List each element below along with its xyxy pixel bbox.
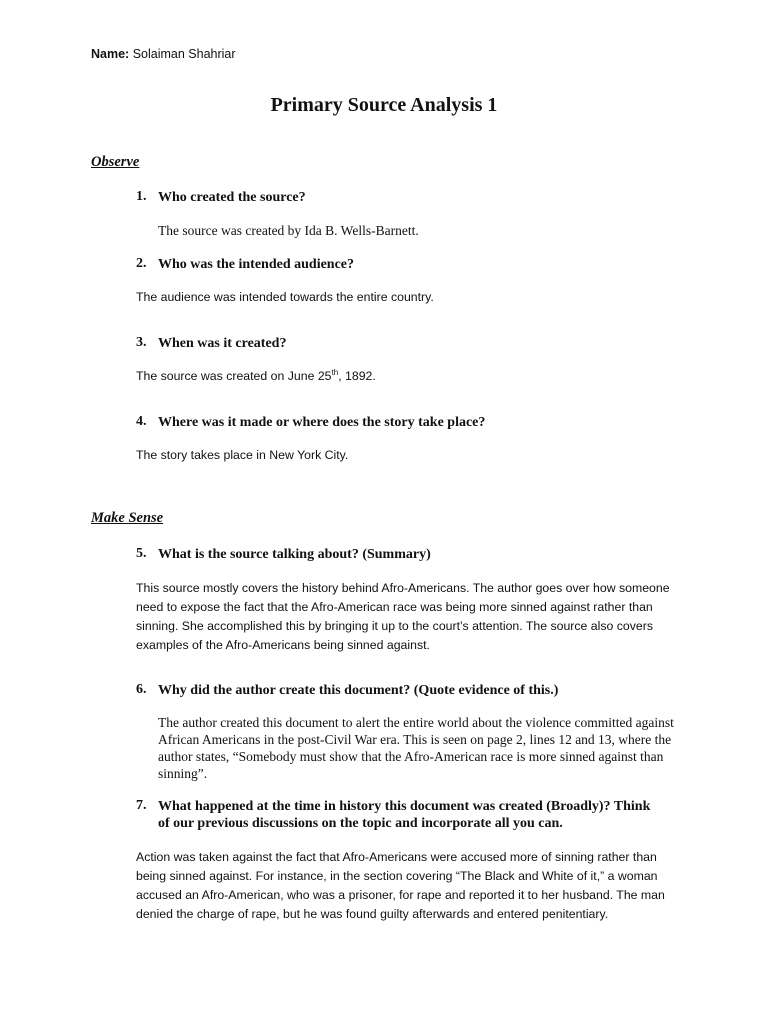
answer-3-text-end: , 1892. <box>338 369 376 383</box>
section-heading-make-sense: Make Sense <box>91 510 164 526</box>
answer-3 <box>136 367 696 386</box>
answer-2: The audience was intended towards the entire country. <box>136 290 434 304</box>
question-text: What happened at the time in history this document was created (Broadly)? Think of our previous discussions on the topic and incorporate all you can. <box>158 799 651 831</box>
answer-3-superscript: th <box>331 367 339 377</box>
question-text: Why did the author create this document? (Quote evidence of this.) <box>158 683 559 698</box>
answer-6: The author created this document to alert the entire world about the violence committed against African Americans in the post-Civil War era. This is seen on page 2, lines 12 and 13, where the author states, “Somebody must show that the Afro-American race is more sinned against than sinning”. <box>158 715 674 781</box>
question-number: 7. <box>136 798 147 813</box>
question-number: 4. <box>136 414 147 429</box>
question-text: What is the source talking about? (Summary) <box>158 547 431 562</box>
answer-7: Action was taken against the fact that Afro-Americans were accused more of sinning rather than being sinned against. For instance, in the section covering “The Black and White of it,” a woman accused an Afro-American, who was a prisoner, for rape and reported it to her husband. The man denied the charge of rape, but he was found guilty afterwards and entered penitentiary. <box>136 850 665 921</box>
question-text: Who was the intended audience? <box>158 257 355 272</box>
answer-1: The source was created by Ida B. Wells-Barnett. <box>158 223 419 238</box>
name-value: Solaiman Shahriar <box>132 47 236 61</box>
question-number: 6. <box>136 682 147 697</box>
section-heading-observe: Observe <box>91 154 140 170</box>
question-text: Where was it made or where does the story take place? <box>158 415 486 430</box>
answer-3-text: The source was created on June 25 <box>136 369 332 383</box>
question-text: When was it created? <box>158 336 287 351</box>
question-text: Who created the source? <box>158 190 306 205</box>
question-number: 2. <box>136 256 147 271</box>
page-title: Primary Source Analysis 1 <box>270 94 498 116</box>
name-label: Name: <box>91 47 130 61</box>
question-number: 5. <box>136 546 147 561</box>
answer-4: The story takes place in New York City. <box>136 448 349 462</box>
question-number: 1. <box>136 189 147 204</box>
question-number: 3. <box>136 335 147 350</box>
name-line <box>91 47 236 61</box>
answer-5: This source mostly covers the history behind Afro-Americans. The author goes over how someone need to expose the fact that the Afro-American race was being more sinned against rather than sinning. She accomplished this by bringing it up to the court’s attention. The source also covers examples of the Afro-Americans being sinned against. <box>136 581 670 652</box>
